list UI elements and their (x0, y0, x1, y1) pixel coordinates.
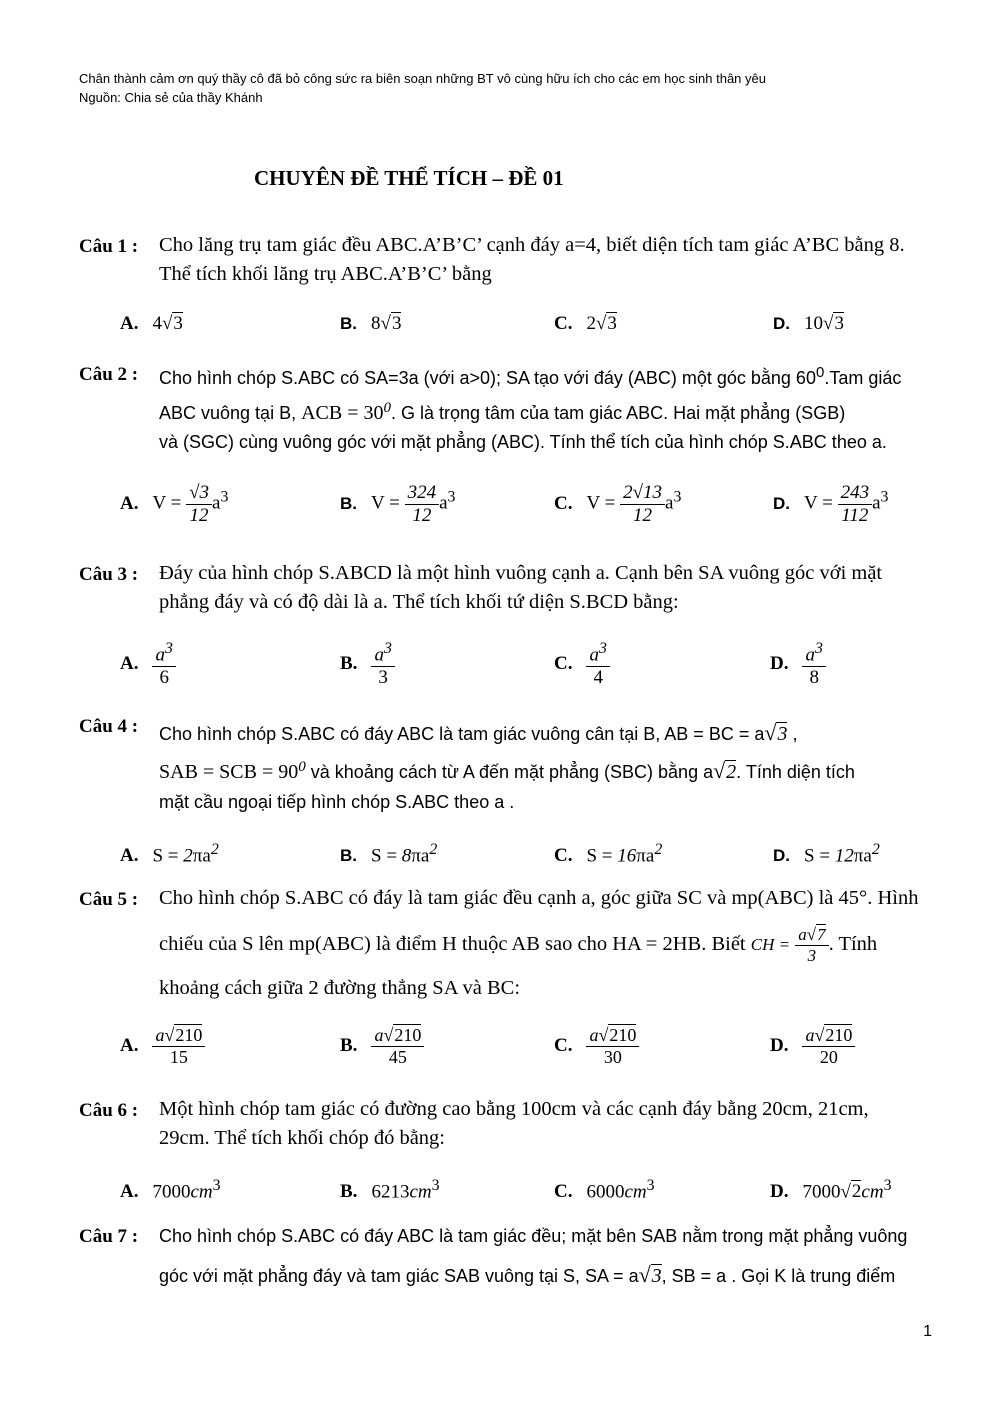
question-text: chiếu của S lên mp(ABC) là điểm H thuộc AB sao cho HA = 2HB. Biết CH = $\frac{a√7}{3}$ . Tính (159, 925, 878, 965)
page-number: 1 (923, 1323, 932, 1340)
option-b[interactable]: B. $\frac{a√210}{45}$ (340, 1025, 424, 1067)
question-text: Cho hình chóp S.ABC có đáy là tam giác đều cạnh a, góc giữa SC và mp(ABC) là 45°. Hình (159, 887, 919, 909)
question-text: khoảng cách giữa 2 đường thẳng SA và BC: (159, 977, 521, 999)
option-c[interactable]: C. $\frac{a√210}{30}$ (554, 1025, 639, 1067)
question-text: ABC vuông tại B, ACB = $30^0$. G là trọng tâm của tam giác ABC. Hai mặt phẳng (SGB) (159, 400, 846, 424)
question-text: Cho lăng trụ tam giác đều ABC.A’B’C’ cạnh đáy a=4, biết diện tích tam giác A’BC bằng 8. (159, 234, 905, 256)
question-text: Một hình chóp tam giác có đường cao bằng 100cm và các cạnh đáy bằng 20cm, 21cm, (159, 1098, 869, 1120)
option-c[interactable]: C. $S = 16\pi a^2$ (554, 841, 663, 867)
option-a[interactable]: A. $\frac{a√210}{15}$ (120, 1025, 205, 1067)
question-number: Câu 7 : (79, 1226, 139, 1247)
question-number: Câu 6 : (79, 1100, 139, 1121)
option-a[interactable]: A. $S = 2\pi a^2$ (120, 841, 219, 867)
option-d[interactable]: D. $7000√2cm^3$ (770, 1177, 892, 1203)
question-number: Câu 1 : (79, 236, 139, 257)
question-number: Câu 5 : (79, 889, 139, 910)
option-b[interactable]: B. $6213cm^3$ (340, 1177, 440, 1203)
header-line-1: Chân thành cảm ơn quý thầy cô đã bỏ công sức ra biên soạn những BT vô cùng hữu ích cho các em học sinh thân yêu (79, 71, 766, 86)
question-number: Câu 3 : (79, 564, 139, 585)
question-text: Cho hình chóp S.ABC có đáy ABC là tam giác đều; mặt bên SAB nằm trong mặt phẳng vuông (159, 1226, 908, 1246)
option-d[interactable]: D. $S = 12\pi a^2$ (773, 841, 880, 867)
question-text: góc với mặt phẳng đáy và tam giác SAB vuông tại S, SA = a√3, SB = a . Gọi K là trung điểm (159, 1262, 896, 1287)
question-text: Thể tích khối lăng trụ ABC.A’B’C’ bằng (159, 263, 492, 285)
option-d[interactable]: D. 10√3 (773, 313, 844, 334)
question-text: mặt cầu ngoại tiếp hình chóp S.ABC theo a . (159, 792, 515, 812)
question-number: Câu 2 : (79, 364, 139, 385)
option-c[interactable]: C. $\frac{a^3}{4}$ (554, 640, 610, 689)
header-line-2: Nguồn: Chia sẻ của thầy Khánh (79, 90, 263, 105)
question-text: và (SGC) cùng vuông góc với mặt phẳng (ABC). Tính thể tích của hình chóp S.ABC theo a. (159, 432, 887, 452)
option-d[interactable]: D. V = $\frac{243}{112}$ $a^3$ (773, 482, 889, 526)
question-text: 29cm. Thể tích khối chóp đó bằng: (159, 1127, 445, 1149)
option-d[interactable]: D. $\frac{a√210}{20}$ (770, 1025, 855, 1067)
option-b[interactable]: B. $S = 8\pi a^2$ (340, 841, 438, 867)
question-number: Câu 4 : (79, 716, 139, 737)
option-a[interactable]: A. $\frac{a^3}{6}$ (120, 640, 176, 689)
option-b[interactable]: B. V = $\frac{324}{12}$ $a^3$ (340, 482, 456, 526)
question-text: Đáy của hình chóp S.ABCD là một hình vuông cạnh a. Cạnh bên SA vuông góc với mặt (159, 562, 883, 584)
question-text: phẳng đáy và có độ dài là a. Thể tích khối tứ diện S.BCD bằng: (159, 591, 679, 613)
option-c[interactable]: C. $6000cm^3$ (554, 1177, 655, 1203)
option-c[interactable]: C. V = $\frac{2√13}{12}$ $a^3$ (554, 482, 682, 526)
option-d[interactable]: D. $\frac{a^3}{8}$ (770, 640, 826, 689)
option-a[interactable]: A. $7000cm^3$ (120, 1177, 221, 1203)
option-c[interactable]: C. 2√3 (554, 313, 617, 334)
option-b[interactable]: B. 8√3 (340, 313, 402, 334)
option-a[interactable]: A. V = $\frac{√3}{12}$ $a^3$ (120, 482, 229, 526)
option-a[interactable]: A. 4√3 (120, 313, 183, 334)
question-text: Cho hình chóp S.ABC có SA=3a (với a>0); SA tạo với đáy (ABC) một góc bằng $60^0.Tam$ giác (159, 364, 902, 388)
option-b[interactable]: B. $\frac{a^3}{3}$ (340, 640, 395, 689)
question-text: Cho hình chóp S.ABC có đáy ABC là tam giác vuông cân tại B, AB = BC = a√3 , (159, 720, 798, 745)
question-text: SAB = SCB = $90^0$ và khoảng cách từ A đến mặt phẳng (SBC) bằng a√2. Tính diện tích (159, 758, 855, 783)
page-title: CHUYÊN ĐỀ THỂ TÍCH – ĐỀ 01 (254, 166, 564, 190)
